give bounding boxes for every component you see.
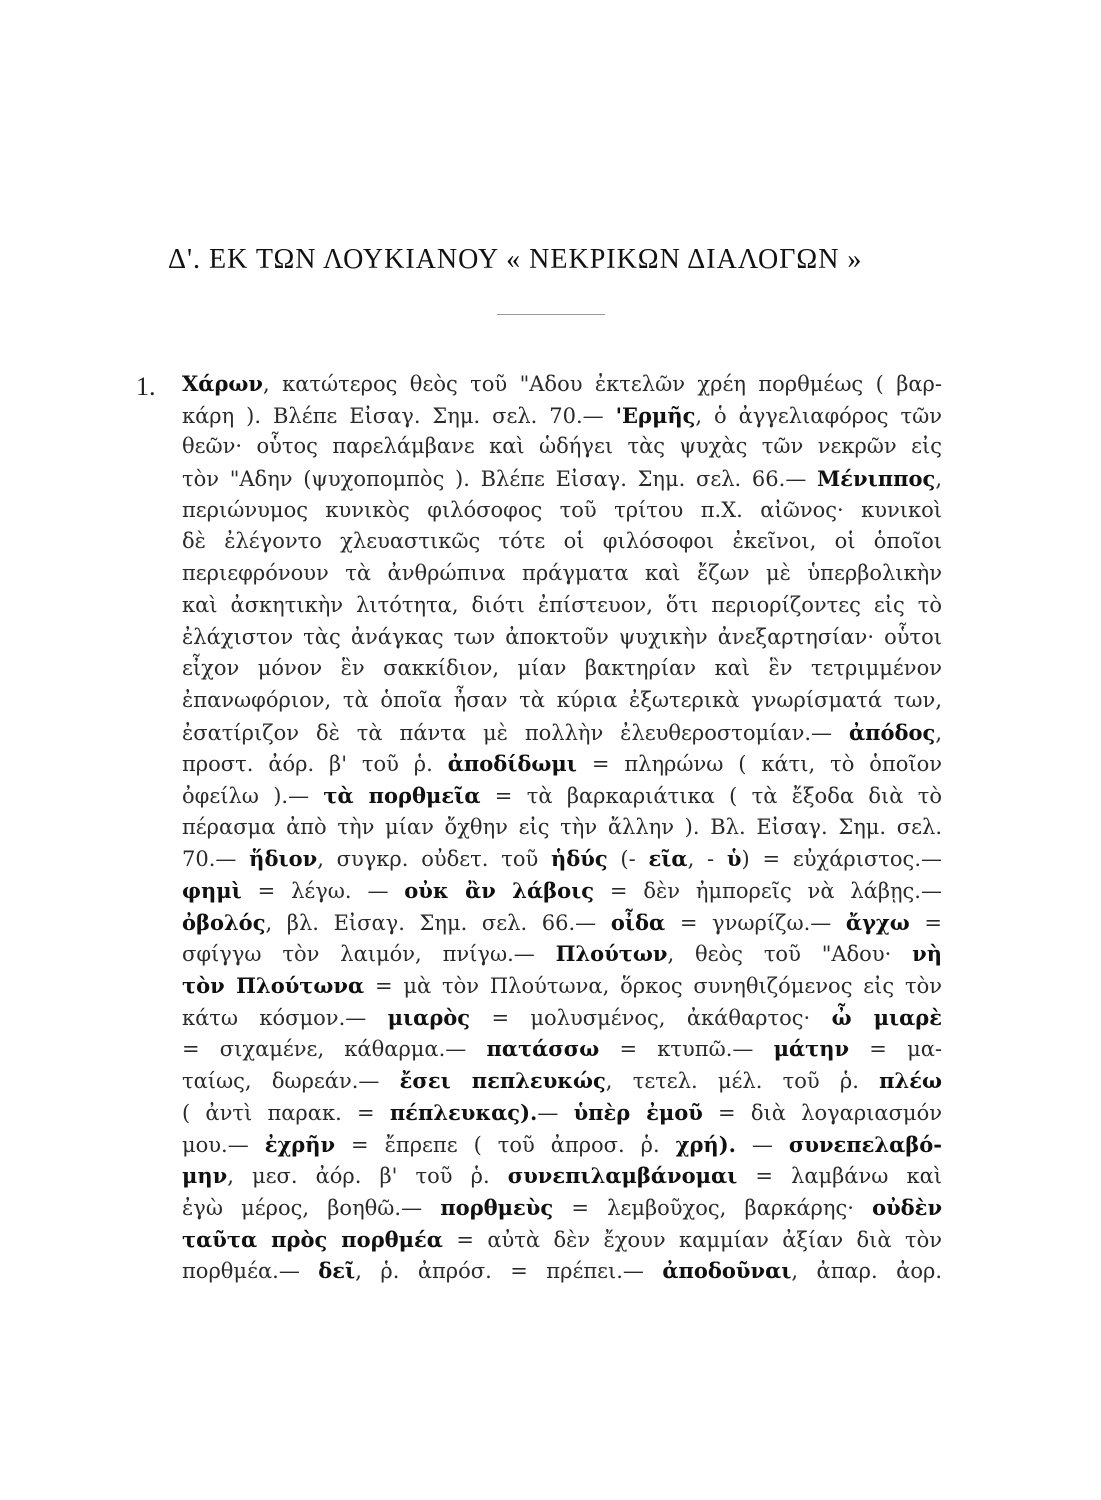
text-line [182,431,942,463]
text-line [182,685,942,717]
gloss-text: = δὲν ἠμπορεῖς νὰ λάβῃς.— [594,879,942,903]
lemma-term: ἀποδίδωμι [447,751,577,777]
gloss-text: = σιχαμένε, κάθαρμα.— [182,1037,487,1062]
lemma-term: πέπλευκας). [389,1099,538,1125]
lemma-term: ἐχρῆν [264,1131,336,1157]
lemma-term: ταῦτα πρὸς πορθμέα [182,1226,443,1252]
gloss-text: = λέγω. — [241,879,405,903]
gloss-text: ἐλάχιστον τὰς ἀνάγκας των ἀποκτοῦν ψυχικὴν ἀνεξαρτησίαν· οὗτοι [182,624,942,649]
lemma-term: 'Ερμῆς [615,402,696,428]
text-line [182,875,942,907]
gloss-text: πορθμέα.— [182,1259,319,1284]
lemma-term: οἶδα [610,909,666,935]
entry-number: 1. [136,372,156,401]
lemma-term: φημὶ [182,878,242,903]
gloss-text: = λαμβάνω καὶ [737,1164,943,1189]
gloss-text: , τετελ. μέλ. τοῦ ῥ. [605,1069,880,1094]
text-line [182,590,942,622]
lemma-term: ὑ [726,846,742,872]
text-line [182,717,942,749]
text-line [182,463,942,495]
text-line [182,622,942,654]
lemma-term: χρή). [675,1131,736,1157]
lemma-term: τὸν Πλούτωνα [182,973,365,999]
gloss-text: = ἔπρεπε ( τοῦ ἀπροσ. ῥ. [335,1132,676,1157]
gloss-text: = λεμβοῦχος, βαρκάρης· [553,1195,873,1220]
text-line [182,526,942,558]
gloss-text: κάρη ). Βλέπε Εἰσαγ. Σημ. σελ. 70.— [182,403,616,428]
heading-divider [497,314,605,315]
text-line [182,1192,942,1224]
gloss-text: = διὰ λογαριασμόν [702,1100,942,1125]
chapter-heading: Δ'. ΕΚ ΤΩΝ ΛΟΥΚΙΑΝΟΥ « ΝΕΚΡΙΚΩΝ ΔΙΑΛΟΓΩΝ » [168,244,863,275]
gloss-text: πέρασμα ἀπὸ τὴν μίαν ὄχθην εἰς τὴν ἄλλην ). Βλ. Εἰσαγ. Σημ. σελ. [182,814,942,839]
lemma-term: τὰ πορθμεῖα [323,782,481,808]
text-line [182,1097,942,1129]
lemma-term: μάτην [773,1036,850,1062]
lemma-term: Πλούτων [555,941,668,967]
gloss-text: ( ἀντὶ παρακ. = [182,1100,390,1125]
gloss-text: προστ. ἀόρ. β' τοῦ ῥ. [182,752,448,777]
lemma-term: συνεπιλαμβάνομαι [507,1163,738,1189]
gloss-text: = μὰ τὸν Πλούτωνα, ὅρκος συνηθιζόμενος εἰς τὸν [364,974,942,999]
gloss-text: ἐγὼ μέρος, βοηθῶ.— [182,1195,441,1220]
commentary-paragraph [182,368,942,1287]
gloss-text: — [537,1100,574,1125]
gloss-text: , μεσ. ἀόρ. β' τοῦ ῥ. [227,1164,508,1189]
text-line [182,843,942,875]
lemma-term: ὀβολός [182,909,266,935]
gloss-text: κάτω κόσμον.— [182,1005,388,1030]
gloss-text: ἐπανωφόριον, τὰ ὁποῖα ἦσαν τὰ κύρια ἐξωτερικὰ γνωρίσματά των, [182,687,942,712]
text-line [182,748,942,780]
gloss-text: καὶ ἀσκητικὴν λιτότητα, διότι ἐπίστευον, ὅτι περιορίζοντες εἰς τὸ [182,592,942,617]
gloss-text: τὸν "Αδην (ψυχοπομπὸς ). Βλέπε Εἰσαγ. Σημ. σελ. 66.— [182,467,818,492]
text-line [182,653,942,685]
gloss-text: εἶχον μόνον ἓν σακκίδιον, μίαν βακτηρίαν καὶ ἓν τετριμμένον [182,656,942,681]
text-line [182,558,942,590]
gloss-text: , βλ. Εἰσαγ. Σημ. σελ. 66.— [265,910,611,935]
lemma-term: μην [182,1163,228,1189]
lemma-term: οὐκ ἂν λάβοις [404,878,595,903]
gloss-text: = αὐτὰ δὲν ἔχουν καμμίαν ἀξίαν διὰ τὸν [442,1227,942,1252]
text-line [182,1065,942,1097]
lemma-term: πλέω [879,1068,942,1094]
lemma-term: ἔσει πεπλευκώς [399,1068,606,1094]
gloss-text: , κατώτερος θεὸς τοῦ "Αδου ἐκτελῶν χρέη πορθμέως ( βαρ- [263,372,942,396]
gloss-text: μου.— [182,1132,265,1157]
text-line [182,1224,942,1256]
text-line [182,970,942,1002]
gloss-text: 70.— [182,847,250,872]
gloss-text: (- [607,847,649,872]
gloss-text: , θεὸς τοῦ "Αδου· [667,942,913,967]
text-line [182,780,942,812]
lemma-term: νὴ [912,941,942,967]
text-line [182,1255,942,1287]
lemma-term: ἀπόδος [848,719,936,745]
gloss-text: , - [687,847,727,872]
gloss-text: , ἀπαρ. ἀορ. [791,1259,942,1284]
text-line [182,368,942,400]
gloss-text: , ῥ. ἀπρόσ. = πρέπει.— [355,1259,663,1284]
lemma-term: συνεπελαβό- [788,1131,942,1157]
lemma-term: ὑπὲρ ἐμοῦ [573,1099,703,1125]
gloss-text: = μα- [849,1037,942,1062]
gloss-text: δὲ ἐλέγοντο χλευαστικῶς τότε οἱ φιλόσοφοι ἐκεῖνοι, οἱ ὁποῖοι [182,529,942,554]
gloss-text: = γνωρίζω.— [665,910,846,935]
lemma-term: ἄγχω [845,909,910,935]
gloss-text: , [935,467,942,492]
text-line [182,907,942,939]
gloss-text: ὀφείλω ).— [182,783,324,808]
gloss-text: = μολυσμένος, ἀκάθαρτος· [470,1005,832,1030]
gloss-text: , [935,720,942,745]
gloss-text: θεῶν· οὗτος παρελάμβανε καὶ ὡδήγει τὰς ψυχὰς τῶν νεκρῶν εἰς [182,434,942,459]
lemma-term: Μένιππος [817,466,936,492]
lemma-term: δεῖ [318,1258,356,1284]
lemma-term: πορθμεὺς [440,1194,554,1220]
gloss-text: — [735,1132,789,1157]
gloss-text: = τὰ βαρκαριάτικα ( τὰ ἔξοδα διὰ τὸ [480,783,942,808]
gloss-text: = [909,910,942,935]
text-line [182,495,942,527]
gloss-text: = πληρώνω ( κάτι, τὸ ὁποῖον [576,752,942,777]
lemma-term: ἀποδοῦναι [662,1258,792,1284]
text-line [182,938,942,970]
lemma-term: ὦ μιαρὲ [831,1004,943,1030]
text-line [182,400,942,432]
text-line [182,1002,942,1034]
gloss-text: σφίγγω τὸν λαιμόν, πνίγω.— [182,942,556,967]
text-line [182,812,942,844]
gloss-text: ) = εὐχάριστος.— [741,847,942,872]
lemma-term: πατάσσω [486,1036,600,1062]
gloss-text: ταίως, δωρεάν.— [182,1069,400,1094]
text-line [182,1160,942,1192]
gloss-text: περιεφρόνουν τὰ ἀνθρώπινα πράγματα καὶ ἔζων μὲ ὑπερβολικὴν [182,561,942,586]
text-line [182,1129,942,1161]
gloss-text: περιώνυμος κυνικὸς φιλόσοφος τοῦ τρίτου π.Χ. αἰῶνος· κυνικοὶ [182,497,942,522]
lemma-term: ἥδιον [249,846,318,872]
gloss-text: = κτυπῶ.— [599,1037,774,1062]
gloss-text: , ὁ ἀγγελιαφόρος τῶν [695,403,942,428]
lemma-term: εῖα [648,846,688,872]
gloss-text: ἐσατίριζον δὲ τὰ πάντα μὲ πολλὴν ἐλευθεροστομίαν.— [182,720,849,745]
lemma-term: μιαρὸς [387,1004,471,1030]
text-line [182,1033,942,1065]
lemma-term: ἡδύς [551,846,608,872]
lemma-term: Χάρων [182,371,263,396]
gloss-text: , συγκρ. οὐδετ. τοῦ [317,847,552,872]
lemma-term: οὐδὲν [872,1194,943,1220]
